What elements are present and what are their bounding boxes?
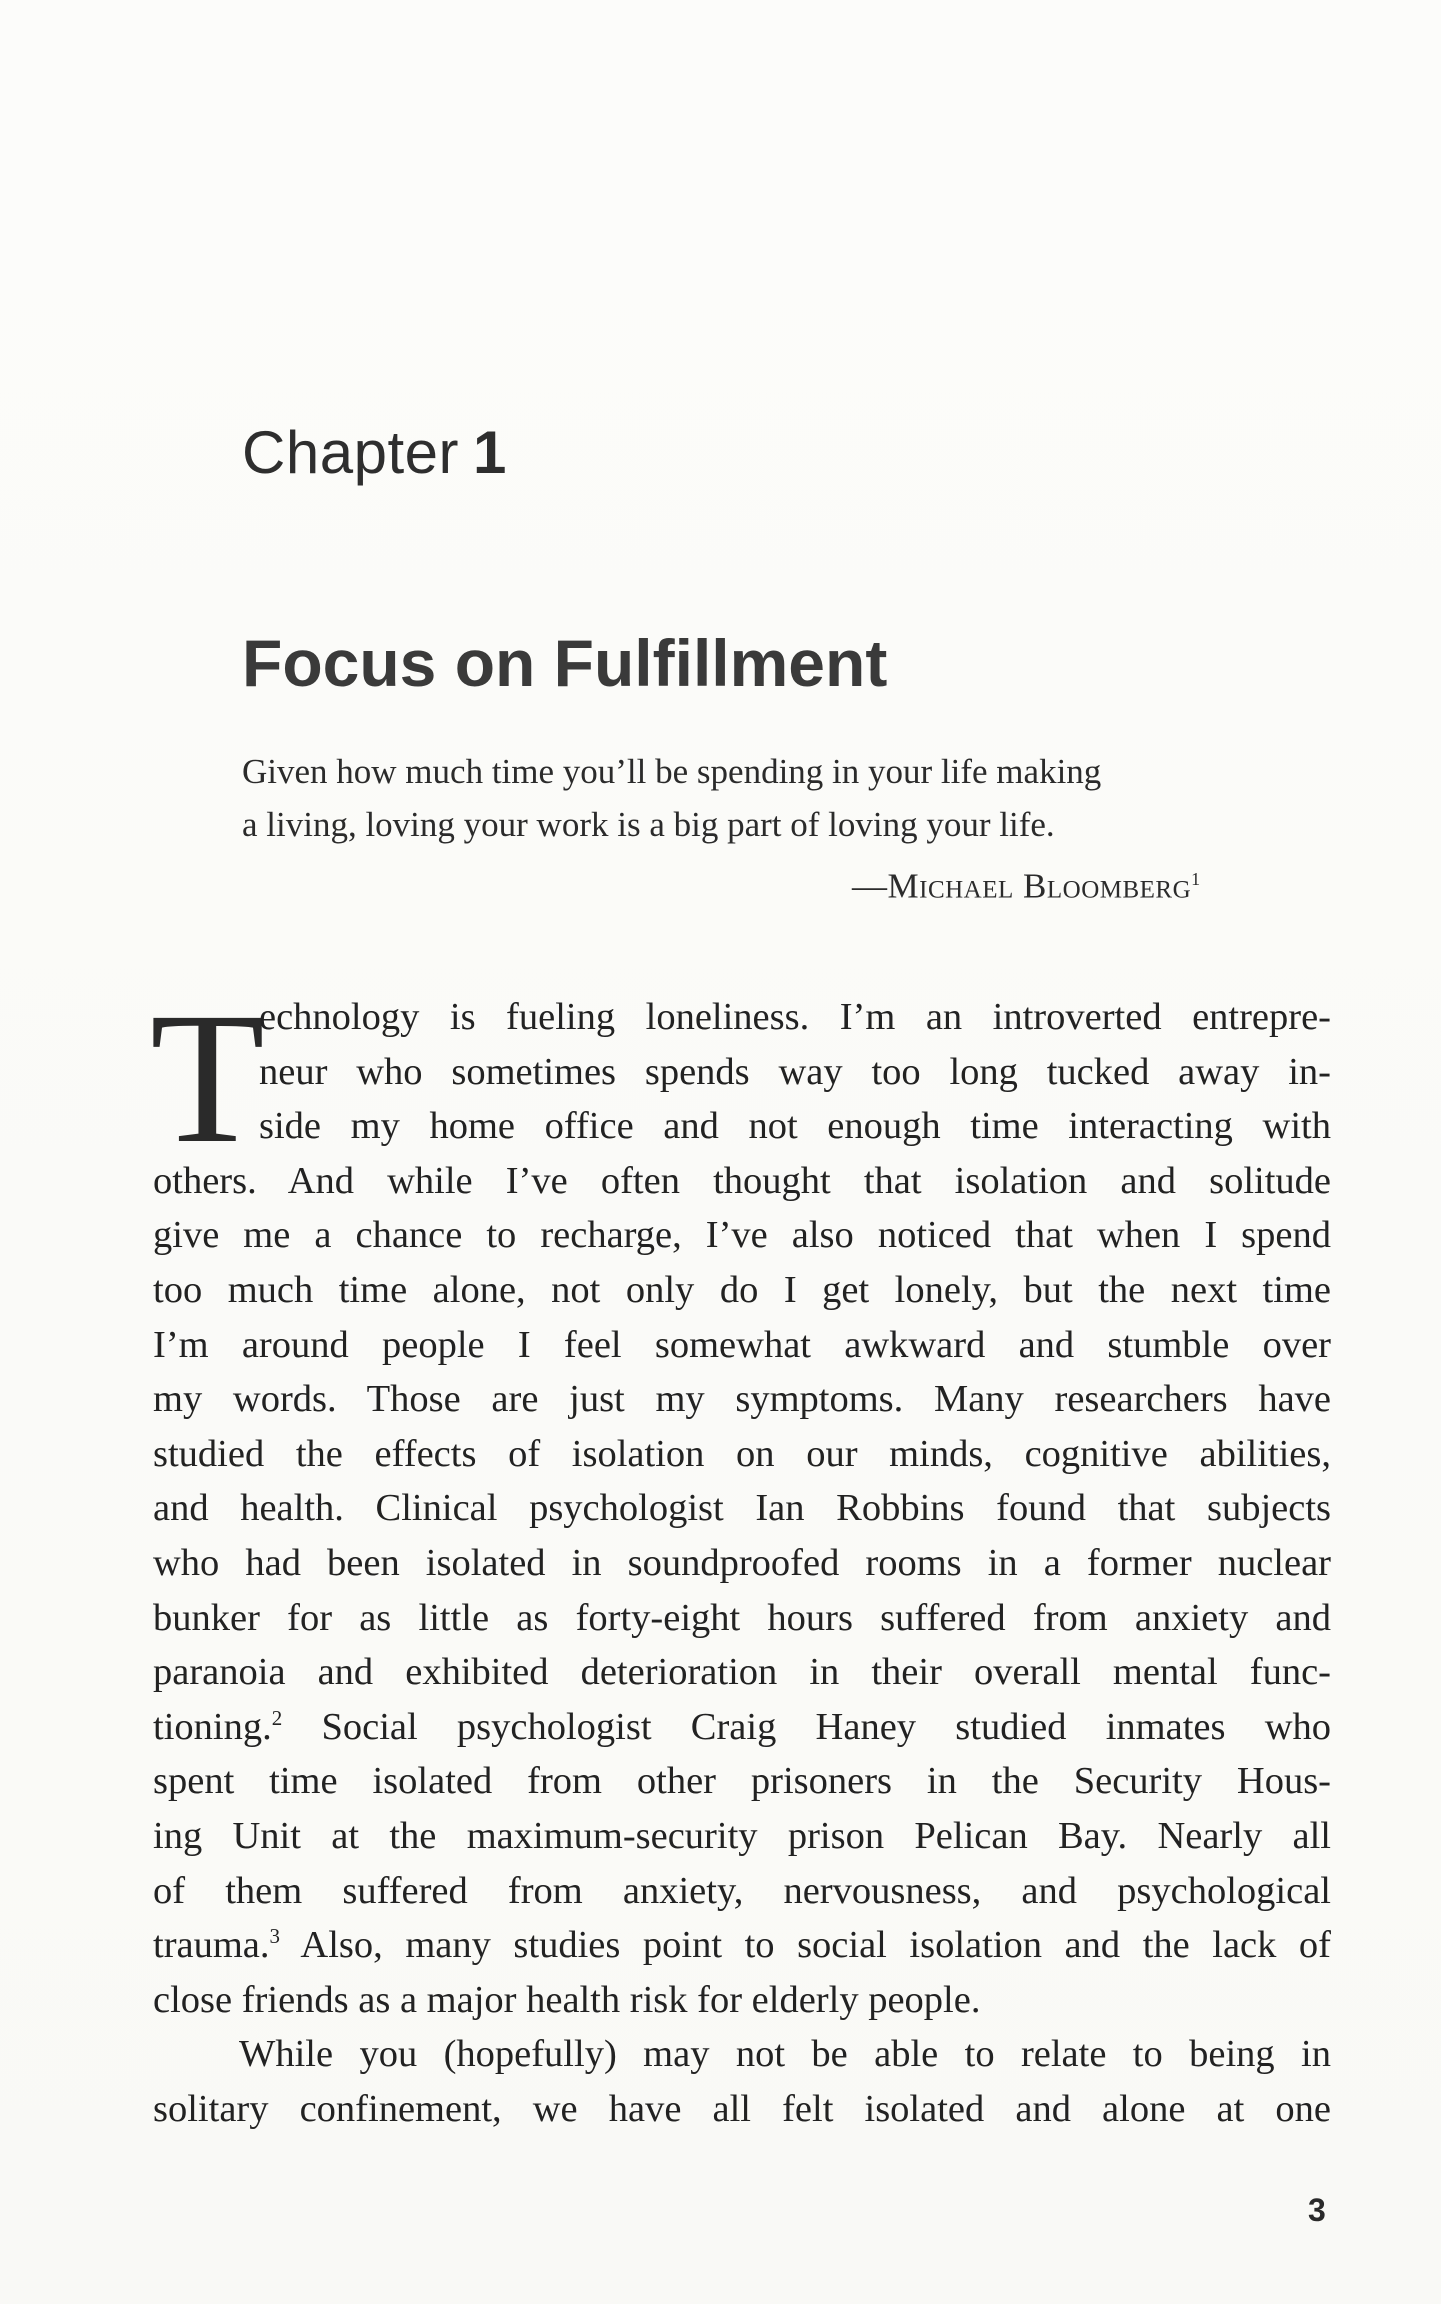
- body-line: echnology is fueling loneliness. I’m an introverted entrepre-: [259, 996, 1331, 1038]
- body-line: bunker for as little as forty-eight hours suffered from anxiety and: [153, 1596, 1331, 1639]
- epigraph: [242, 745, 1262, 906]
- page-number: 3: [1308, 2192, 1326, 2228]
- body-line: I’m around people I feel somewhat awkward and stumble over: [153, 1323, 1331, 1366]
- body-line: [153, 1918, 1331, 1973]
- chapter-word: Chapter: [242, 419, 459, 486]
- footnote-ref: 2: [271, 1705, 283, 1730]
- body-text-run: Also, many studies point to social isolation and the lack of: [280, 1924, 1331, 1967]
- attribution-name: —Michael Bloomberg: [852, 866, 1192, 906]
- body-line: close friends as a major health risk for elderly people.: [153, 1978, 981, 2021]
- body-line: spent time isolated from other prisoners in the Security Hous-: [153, 1760, 1331, 1803]
- body-text-run: trauma.: [153, 1924, 270, 1967]
- body-line: neur who sometimes spends way too long tucked away in-: [259, 1050, 1331, 1093]
- epigraph-attribution: [852, 853, 1201, 913]
- body-line: and health. Clinical psychologist Ian Robbins found that subjects: [153, 1487, 1331, 1530]
- body-line: ing Unit at the maximum-security prison Pelican Bay. Nearly all: [153, 1814, 1331, 1857]
- body-line: While you (hopefully) may not be able to relate to being in: [239, 2033, 1331, 2076]
- body-line: solitary confinement, we have all felt isolated and alone at one: [153, 2087, 1331, 2130]
- body-line: too much time alone, not only do I get lonely, but the next time: [153, 1268, 1331, 1311]
- body-line: studied the effects of isolation on our minds, cognitive abilities,: [153, 1432, 1331, 1475]
- body-line: [153, 1700, 1331, 1755]
- footnote-ref: 3: [269, 1924, 281, 1949]
- body-line: others. And while I’ve often thought that isolation and solitude: [153, 1159, 1331, 1202]
- chapter-label: [242, 418, 507, 487]
- body-line: paranoia and exhibited deterioration in their overall mental func-: [153, 1651, 1331, 1694]
- epigraph-line: Given how much time you’ll be spending in your life making: [242, 752, 1102, 791]
- body-line: who had been isolated in soundproofed rooms in a former nuclear: [153, 1541, 1331, 1584]
- body-text-run: Social psychologist Craig Haney studied inmates who: [282, 1705, 1331, 1748]
- body-line: give me a chance to recharge, I’ve also noticed that when I spend: [153, 1214, 1331, 1257]
- body-text-run: tioning.: [153, 1705, 272, 1748]
- chapter-number: 1: [472, 419, 507, 486]
- drop-cap: T: [150, 973, 265, 1182]
- footnote-ref: 1: [1191, 869, 1201, 889]
- chapter-title: Focus on Fulfillment: [242, 626, 888, 700]
- body-line: side my home office and not enough time interacting with: [259, 1105, 1331, 1148]
- body-line: my words. Those are just my symptoms. Many researchers have: [153, 1378, 1331, 1421]
- epigraph-line: a living, loving your work is a big part of loving your life.: [242, 805, 1055, 844]
- body-text: [153, 990, 1331, 2136]
- body-line: of them suffered from anxiety, nervousness, and psychological: [153, 1869, 1331, 1912]
